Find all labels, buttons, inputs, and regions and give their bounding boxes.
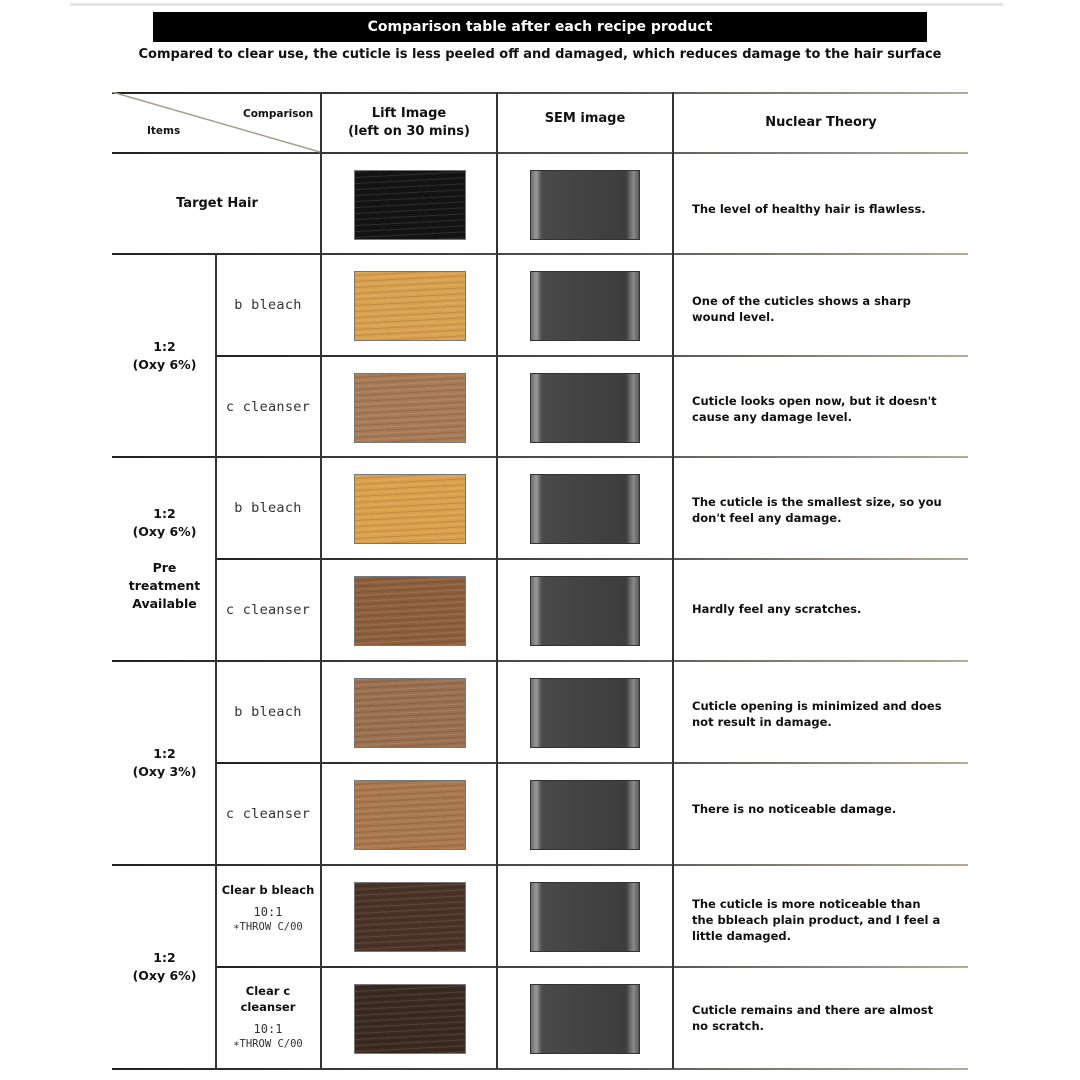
group-oxy6-clear: 1:2 (Oxy 6%)	[132, 950, 197, 983]
group-oxy6-pretreatment: 1:2 (Oxy 6%) Pre treatment Available	[128, 506, 201, 611]
clear-b-throw: ∗THROW C/00	[233, 921, 303, 933]
theory-text: The cuticle is more noticeable than the bbleach plain product, and I feel a little damaged.	[692, 897, 941, 943]
row-line	[112, 1068, 968, 1070]
sem-image	[530, 678, 640, 748]
product-b-bleach: b bleach	[234, 297, 302, 313]
header-diagonal	[112, 92, 320, 153]
header-comparison: Comparison	[243, 108, 314, 120]
theory-text: The cuticle is the smallest size, so you don't feel any damage.	[692, 495, 942, 525]
lift-swatch	[354, 474, 466, 544]
sem-image	[530, 170, 640, 240]
header-sem: SEM image	[544, 111, 626, 126]
header-theory: Nuclear Theory	[765, 115, 877, 130]
sem-image	[530, 882, 640, 952]
lift-swatch	[354, 576, 466, 646]
theory-text: Cuticle remains and there are almost no scratch.	[692, 1003, 934, 1033]
lift-swatch	[354, 984, 466, 1054]
lift-swatch	[354, 170, 466, 240]
group-oxy6-a: 1:2 (Oxy 6%)	[132, 338, 197, 372]
group-oxy3: 1:2 (Oxy 3%)	[132, 746, 197, 779]
clear-b-ratio: 10:1	[253, 905, 283, 919]
col-line	[215, 253, 217, 1069]
lift-swatch	[354, 780, 466, 850]
lift-swatch	[354, 678, 466, 748]
theory-text: The level of healthy hair is flawless.	[692, 202, 926, 216]
table-title: Comparison table after each recipe product	[153, 12, 927, 42]
product-c-cleanser: c cleanser	[225, 398, 311, 415]
sem-image	[530, 780, 640, 850]
theory-text: Cuticle looks open now, but it doesn't cause any damage level.	[692, 394, 937, 424]
lift-swatch	[354, 373, 466, 443]
product-clear-b-bleach	[218, 882, 318, 934]
col-line	[320, 92, 322, 1069]
sem-image	[530, 984, 640, 1054]
header-lift-line2: (left on 30 mins)	[348, 124, 470, 139]
theory-text: Cuticle opening is minimized and does not result in damage.	[692, 699, 942, 729]
lift-swatch	[354, 271, 466, 341]
header-items: Items	[147, 125, 181, 137]
group-target-hair: Target Hair	[176, 195, 258, 211]
col-line	[672, 92, 674, 1069]
sem-image	[530, 271, 640, 341]
header-lift-line1: Lift Image	[371, 106, 447, 121]
product-c-cleanser: c cleanser	[225, 602, 311, 618]
sem-image	[530, 373, 640, 443]
sem-image	[530, 474, 640, 544]
header-lift	[322, 94, 496, 152]
product-b-bleach: b bleach	[234, 500, 302, 516]
clear-c-title: Clear c cleanser	[240, 984, 296, 1014]
sem-image	[530, 576, 640, 646]
theory-text: There is no noticeable damage.	[692, 802, 897, 816]
product-b-bleach: b bleach	[234, 704, 302, 720]
col-line	[496, 92, 498, 1069]
clear-c-throw: ∗THROW C/00	[233, 1038, 303, 1050]
table-subtitle: Compared to clear use, the cuticle is less peeled off and damaged, which reduces damage to the hair surface	[138, 47, 942, 62]
theory-text: Hardly feel any scratches.	[692, 602, 862, 616]
lift-swatch	[354, 882, 466, 952]
product-c-cleanser: c cleanser	[225, 806, 311, 822]
theory-text: One of the cuticles shows a sharp wound level.	[692, 294, 911, 324]
clear-b-title: Clear b bleach	[221, 883, 315, 897]
clear-c-ratio: 10:1	[253, 1022, 283, 1036]
product-clear-c-cleanser	[218, 983, 318, 1051]
